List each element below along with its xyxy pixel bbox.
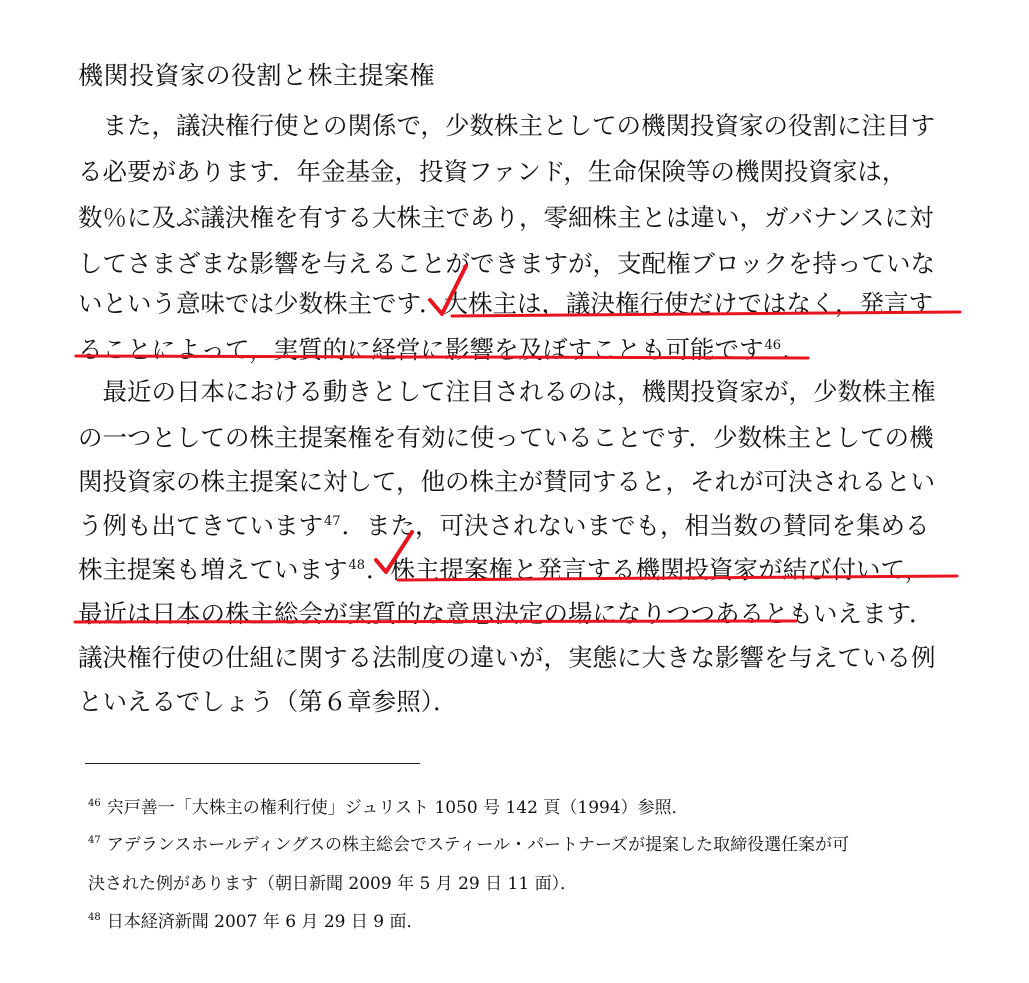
text-line: いという意味では少数株主です．大株主は，議決権行使だけではなく，発言す [78, 289, 934, 318]
text-line: 数％に及ぶ議決権を有する大株主であり，零細株主とは違い，ガバナンスに対 [78, 203, 934, 232]
text-line: してさまざまな影響を与えることができますが，支配権ブロックを持っていな [78, 249, 936, 278]
footnote-text: 宍戸善一「大株主の権利行使」ジュリスト 1050 号 142 頁（1994）参照． [106, 798, 689, 818]
footnote-ref-46[interactable]: 46 [764, 338, 782, 353]
text-line: の一つとしての株主提案権を有効に使っていることです．少数株主としての機 [78, 423, 934, 452]
text-line: る必要があります．年金基金，投資ファンド，生命保険等の機関投資家は， [78, 157, 907, 186]
section-heading: 機関投資家の役割と株主提案権 [78, 61, 436, 90]
footnote-ref-48[interactable]: 48 [348, 558, 366, 573]
text-line: といえるでしょう（第６章参照）． [78, 687, 458, 716]
text-line [78, 331, 807, 366]
footnote-46 [88, 793, 689, 818]
footnote-text: 日本経済新聞 2007 年 6 月 29 日 9 面． [106, 912, 424, 932]
text-line [78, 551, 929, 586]
text-line: また，議決権行使との関係で，少数株主としての機関投資家の役割に注目す [78, 111, 936, 140]
text-span: ることによって，実質的に経営に影響を及ぼすことも可能です [78, 335, 764, 364]
text-span: 株主提案も増えています [78, 555, 348, 584]
text-line: 議決権行使の仕組に関する法制度の違いが，実態に大きな影響を与えている例 [78, 643, 936, 672]
text-line: 関投資家の株主提案に対して，他の株主が賛同すると，それが可決されるとい [78, 467, 936, 496]
footnote-number: 46 [88, 798, 101, 809]
text-line [78, 507, 930, 542]
text-span: う例も出てきています [78, 511, 323, 540]
text-span: ．また，可決されないまでも，相当数の賛同を集める [341, 511, 930, 540]
text-span: ．株主提案権と発言する機関投資家が結び付いて， [366, 555, 930, 584]
text-line: 最近は日本の株主総会が実質的な意思決定の場になりつつあるともいえます． [78, 599, 934, 628]
footnote-text: アデランスホールディングスの株主総会でスティール・パートナーズが提案した取締役選任案が可 [106, 835, 850, 855]
footnote-number: 47 [88, 835, 101, 846]
footnote-separator [85, 763, 420, 764]
text-span: ． [782, 335, 807, 364]
footnote-47-continued: 決された例があります（朝日新聞 2009 年 5 月 29 日 11 面）． [88, 874, 578, 894]
footnote-48 [88, 907, 424, 932]
footnote-number: 48 [88, 912, 101, 923]
footnote-47 [88, 830, 849, 855]
text-line: 最近の日本における動きとして注目されるのは，機関投資家が，少数株主権 [78, 377, 936, 406]
footnote-ref-47[interactable]: 47 [324, 514, 341, 529]
